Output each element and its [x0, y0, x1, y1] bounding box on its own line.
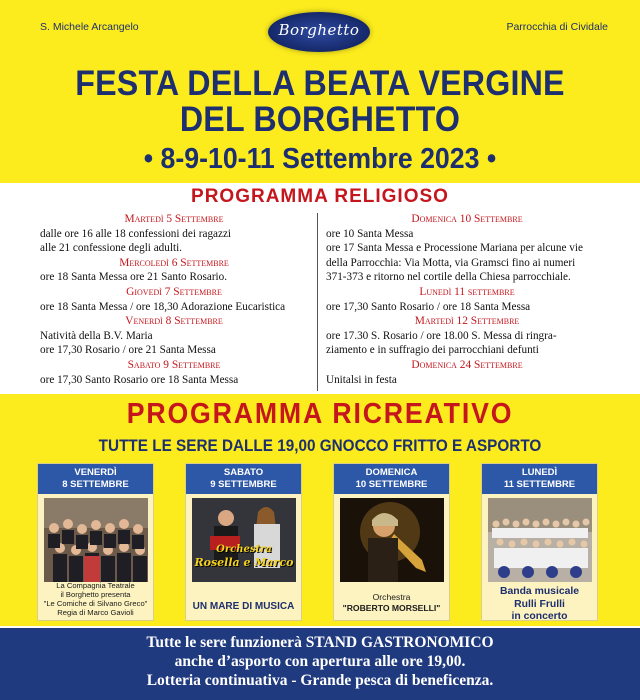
caption-line: Regia di Marco Gavioli [57, 608, 134, 617]
logo-text: Borghetto [278, 21, 360, 39]
card-day: VENERDÌ [74, 467, 117, 478]
photo-orchestra-label: Orchestra [216, 544, 272, 555]
card-date: 8 SETTEMBRE [62, 478, 129, 490]
day-block [40, 256, 308, 285]
caption-line: Rulli Frulli [514, 598, 565, 610]
theatre-group-photo [44, 498, 148, 582]
day-block [40, 314, 308, 358]
day-heading: Sabato 9 Settembre [127, 358, 221, 371]
caption-line: in concerto [511, 611, 568, 622]
schedule-line: ore 17,30 Santo Rosario / ore 18 Santa Messa [326, 300, 531, 313]
schedule-line: Natività della B.V. Maria [40, 329, 153, 342]
card-caption: UN MARE DI MUSICA [192, 601, 295, 612]
photo-orchestra-name: Rosella e Marco [194, 556, 294, 569]
borghetto-logo [268, 12, 370, 52]
day-heading: Martedì 5 Settembre [124, 213, 224, 225]
day-heading: Mercoledì 6 Settembre [119, 256, 229, 269]
card-heading [482, 464, 597, 494]
card-day: SABATO [223, 467, 264, 478]
marching-band-image [488, 498, 592, 582]
caption-line: il Borghetto presenta [60, 590, 131, 599]
card-date: 11 SETTEMBRE [503, 478, 576, 490]
day-block [326, 212, 608, 285]
day-heading: Venerdì 8 Settembre [125, 315, 223, 328]
festival-dates: • 8-9-10-11 Settembre 2023 • [143, 143, 497, 175]
card-date: 10 SETTEMBRE [355, 478, 428, 490]
card-day: DOMENICA [365, 467, 418, 478]
schedule-line: ore 18 Santa Messa / ore 18,30 Adorazione Eucaristica [40, 300, 286, 313]
schedule-line: ore 17,30 Rosario / ore 21 Santa Messa [40, 344, 216, 357]
card-caption [336, 592, 447, 614]
event-card-friday [37, 463, 154, 621]
card-day: LUNEDÌ [521, 467, 558, 478]
event-card-saturday [185, 463, 302, 621]
day-heading: Domenica 10 Settembre [411, 213, 523, 225]
caption-line: "ROBERTO MORSELLI" [342, 603, 441, 613]
day-heading: Domenica 24 Settembre [411, 358, 523, 371]
card-date: 9 SETTEMBRE [210, 478, 277, 490]
footer-line-1: Tutte le sere funzionerà STAND GASTRONOMICO [146, 634, 494, 651]
marching-band-photo [488, 498, 592, 582]
title-line-2: DEL BORGHETTO [179, 100, 461, 139]
day-block [40, 212, 308, 256]
schedule-line: ore 18 Santa Messa ore 21 Santo Rosario. [40, 271, 228, 284]
orchestra-duo-image [192, 498, 296, 582]
schedule-line: ziamento e in suffragio dei parrocchiani defunti [326, 344, 539, 357]
saxophonist-image [340, 498, 444, 582]
card-heading [186, 464, 301, 494]
header-left-text: S. Michele Arcangelo [40, 21, 139, 33]
orchestra-rosella-marco-photo [192, 498, 296, 582]
schedule-line: alle 21 confessione degli adulti. [40, 242, 182, 255]
schedule-line: ore 17.30 S. Rosario / ore 18.00 S. Messa di ringra- [326, 329, 557, 342]
column-divider [317, 213, 318, 391]
day-heading: Martedì 12 Settembre [414, 315, 520, 328]
schedule-line: della Parrocchia: Via Motta, via Gramsci fino ai numeri [326, 256, 576, 269]
day-block [326, 285, 608, 314]
day-heading: Lunedì 11 settembre [419, 285, 515, 298]
day-block [40, 358, 308, 387]
recreational-subtitle: TUTTE LE SERE DALLE 19,00 GNOCCO FRITTO E ASPORTO [98, 436, 542, 455]
saxophonist-photo [340, 498, 444, 582]
event-card-monday [481, 463, 598, 621]
schedule-line: Unitalsi in festa [326, 373, 397, 386]
religious-program-title: PROGRAMMA RELIGIOSO [191, 186, 449, 207]
card-caption [40, 581, 151, 617]
schedule-line: dalle ore 16 alle 18 confessioni dei ragazzi [40, 227, 232, 240]
footer-line-2: anche d’asporto con apertura alle ore 19,00. [174, 653, 466, 670]
caption-line: Orchestra [372, 592, 411, 602]
religious-left-column [40, 212, 308, 387]
caption-line: La Compagnia Teatrale [56, 581, 135, 590]
card-caption [484, 586, 595, 624]
day-block [326, 314, 608, 358]
schedule-line: 371-373 e ritorno nel cortile della Chiesa parrocchiale. [326, 271, 571, 284]
title-line-1: FESTA DELLA BEATA VERGINE [75, 64, 565, 103]
caption-line: "Le Comiche di Silvano Greco" [43, 599, 148, 608]
card-heading [334, 464, 449, 494]
day-block [40, 285, 308, 314]
religious-right-column [326, 212, 608, 387]
schedule-line: ore 17,30 Santo Rosario ore 18 Santa Messa [40, 373, 239, 386]
schedule-line: ore 10 Santa Messa [326, 227, 414, 240]
day-block [326, 358, 608, 387]
recreational-program-title: PROGRAMMA RICREATIVO [126, 398, 514, 430]
footer-line-3: Lotteria continuativa - Grande pesca di beneficenza. [146, 672, 494, 689]
caption-line: Banda musicale [499, 586, 580, 597]
card-heading [38, 464, 153, 494]
theatre-group-image [44, 498, 148, 582]
event-card-sunday [333, 463, 450, 621]
schedule-line: ore 17 Santa Messa e Processione Mariana per alcune vie [326, 242, 583, 255]
header-right-text: Parrocchia di Cividale [506, 21, 608, 33]
day-heading: Giovedì 7 Settembre [126, 285, 222, 298]
